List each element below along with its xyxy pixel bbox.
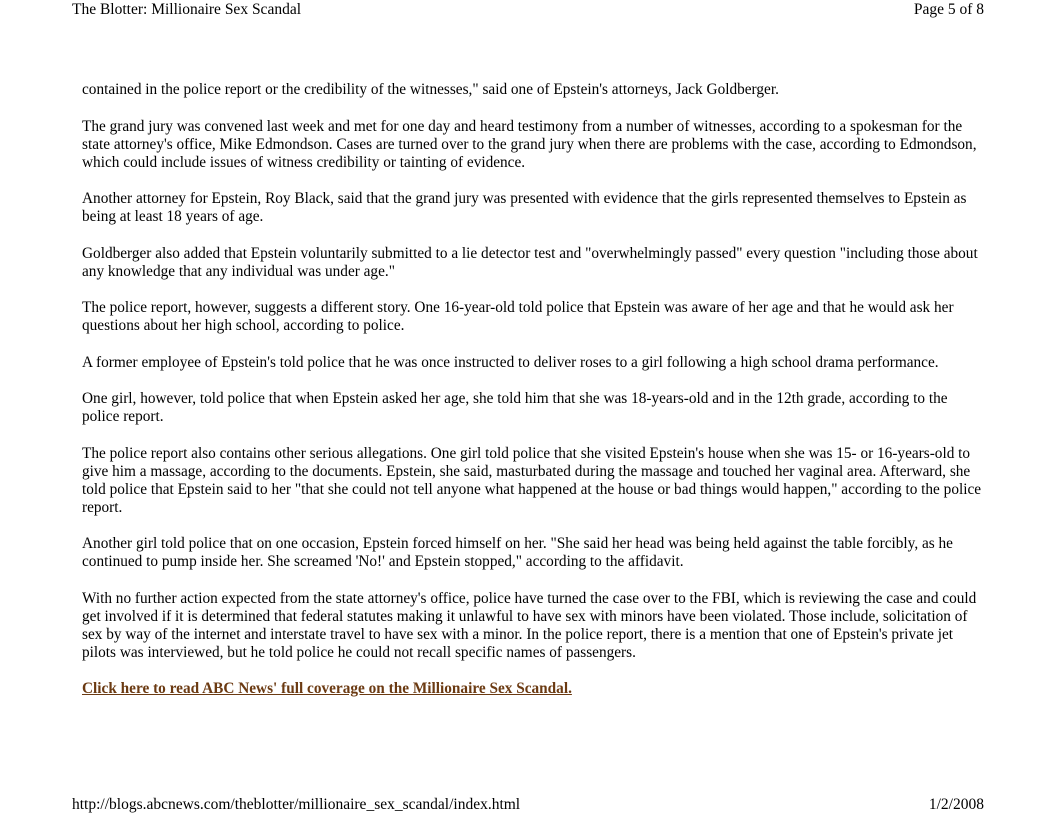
print-header — [72, 0, 984, 20]
page-url: http://blogs.abcnews.com/theblotter/millionaire_sex_scandal/index.html — [72, 796, 521, 813]
article-body — [82, 81, 982, 698]
page-title: The Blotter: Millionaire Sex Scandal — [72, 1, 302, 18]
article-paragraph: With no further action expected from the state attorney's office, police have turned the case over to the FBI, which is reviewing the case and could get involved if it is determined that federal statutes making it unlawful to have sex with minors have been violated. Those include, solicitation of sex by way of the internet and interstate travel to have sex with a minor. In the police report, there is a mention that one of Epstein's private jet pilots was interviewed, but he told police he could not recall specific names of passengers. — [82, 589, 977, 661]
article-paragraph: A former employee of Epstein's told police that he was once instructed to deliver roses to a girl following a high school drama performance. — [82, 353, 939, 371]
article-paragraph: Another attorney for Epstein, Roy Black, said that the grand jury was presented with evidence that the girls represented themselves to Epstein as being at least 18 years of age. — [82, 190, 967, 225]
full-coverage-link[interactable]: Click here to read ABC News' full coverage on the Millionaire Sex Scandal. — [82, 680, 572, 697]
article-paragraph: contained in the police report or the credibility of the witnesses," said one of Epstein's attorneys, Jack Goldberger. — [82, 81, 779, 98]
article-paragraph: Goldberger also added that Epstein voluntarily submitted to a lie detector test and "overwhelmingly passed" every question "including those about any knowledge that any individual was under age." — [82, 244, 978, 280]
article-paragraph: Another girl told police that on one occasion, Epstein forced himself on her. "She said her head was being held against the table forcibly, as he continued to pump inside her. She screamed 'No!' and Epstein stopped," according to the affidavit. — [82, 535, 953, 570]
article-paragraph: The police report, however, suggests a different story. One 16-year-old told police that Epstein was aware of her age and that he would ask her questions about her high school, according to police. — [82, 299, 954, 334]
print-footer — [72, 796, 984, 816]
article-paragraph: The police report also contains other serious allegations. One girl told police that she visited Epstein's house when she was 15- or 16-years-old to give him a massage, according to the documents. Epstein, she said, masturbated during the massage and touched her vaginal area. Afterward, she told police that Epstein said to her "that she could not tell anyone what happened at the house or bad things would happen," according to the police report. — [82, 444, 982, 516]
article-paragraph: The grand jury was convened last week and met for one day and heard testimony from a number of witnesses, according to a spokesman for the state attorney's office, Mike Edmondson. Cases are turned over to the grand jury when there are problems with the case, according to Edmondson, which could include issues of witness credibility or tainting of evidence. — [82, 117, 977, 171]
page-number: Page 5 of 8 — [913, 1, 984, 18]
print-date: 1/2/2008 — [928, 796, 984, 813]
article-paragraph: One girl, however, told police that when Epstein asked her age, she told him that she was 18-years-old and in the 12th grade, according to the police report. — [82, 390, 948, 425]
